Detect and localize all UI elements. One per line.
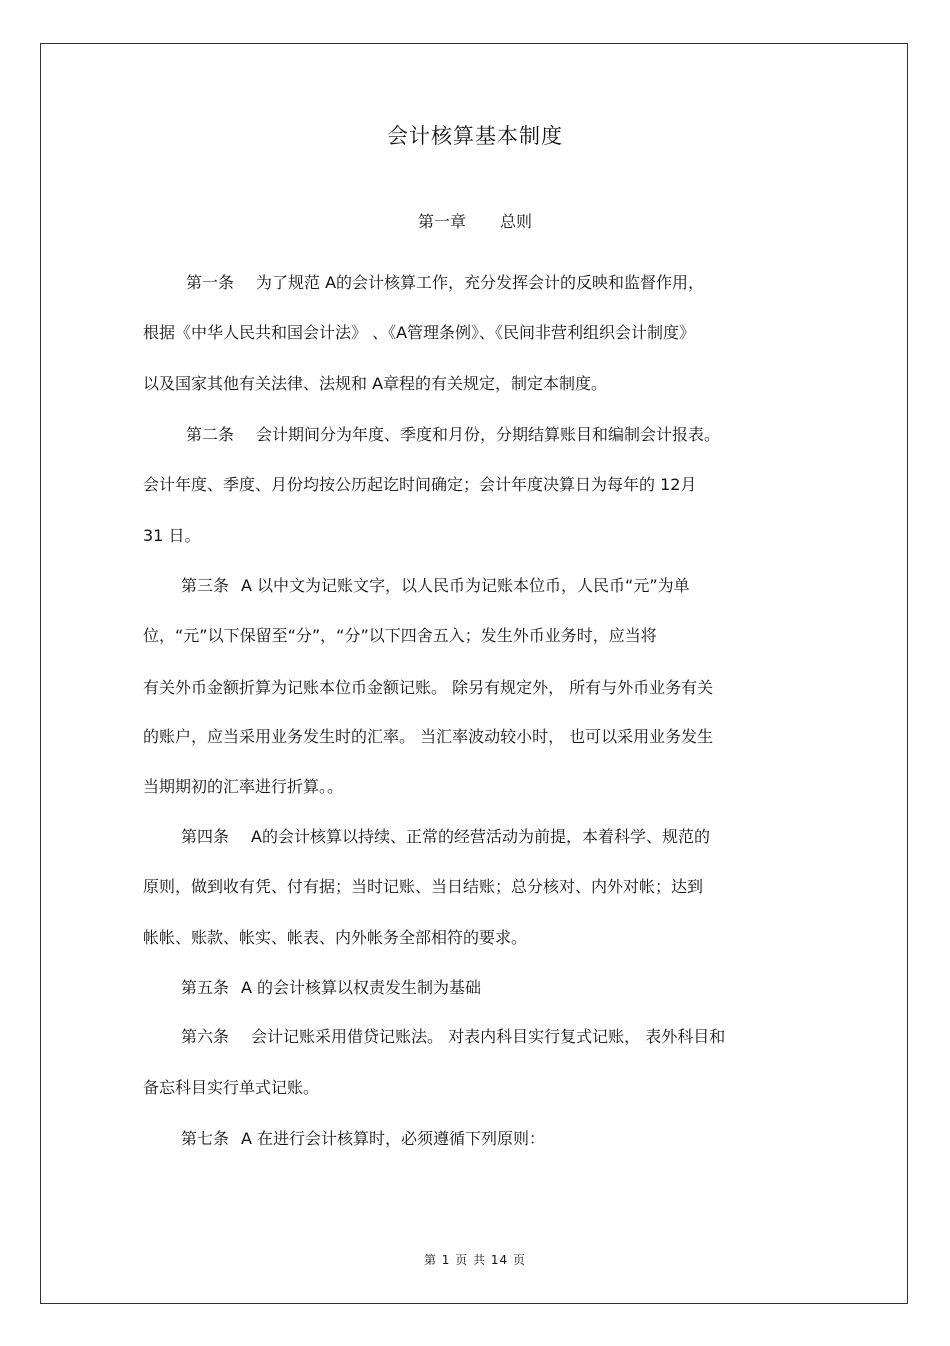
article-3-line-1: [181, 575, 690, 597]
article-label: 第一条: [186, 273, 235, 292]
article-text: 为了规范 A的会计核算工作，充分发挥会计的反映和监督作用，: [256, 273, 705, 292]
article-text: A 的会计核算以权责发生制为基础: [241, 978, 482, 997]
article-label: 第六条: [181, 1027, 230, 1046]
article-label: 第二条: [186, 425, 235, 444]
article-1-line-2: 根据《中华人民共和国会计法》 、《A管理条例》、《民间非营利组织会计制度》: [143, 323, 696, 342]
footer-page-number: 1: [441, 1253, 451, 1267]
article-6-line-1: [181, 1026, 725, 1048]
article-label: 第三条: [181, 576, 230, 595]
page-footer: [0, 1251, 950, 1268]
article-label: 第七条: [181, 1129, 230, 1148]
footer-prefix: 第: [423, 1253, 437, 1267]
article-3-line-4: 的账户，应当采用业务发生时的汇率。 当汇率波动较小时， 也可以采用业务发生: [143, 727, 714, 746]
article-3-line-2: 位，“元”以下保留至“分”，“分”以下四舍五入；发生外币业务时，应当将: [143, 626, 657, 645]
article-4-line-3: 帐帐、账款、帐实、帐表、内外帐务全部相符的要求。: [143, 928, 528, 947]
footer-suffix: 页: [513, 1253, 527, 1267]
article-5-line-1: [181, 977, 481, 999]
article-text: 会计记账采用借贷记账法。 对表内科目实行复式记账， 表外科目和: [251, 1027, 726, 1046]
article-7-line-1: [181, 1128, 545, 1150]
article-1-line-3: 以及国家其他有关法律、法规和 A章程的有关规定，制定本制度。: [143, 374, 608, 393]
article-text: A 在进行会计核算时，必须遵循下列原则：: [241, 1129, 546, 1148]
article-4-line-1: [181, 826, 710, 848]
article-1-line-1: [186, 272, 704, 294]
chapter-name: 总则: [500, 212, 533, 231]
article-label: 第四条: [181, 827, 230, 846]
article-4-line-2: 原则，做到收有凭、付有据；当时记账、当日结账；总分核对、内外对帐；达到: [143, 877, 704, 896]
article-2-line-3: 31 日。: [143, 526, 201, 545]
article-3-line-3: 有关外币金额折算为记账本位币金额记账。 除另有规定外， 所有与外币业务有关: [143, 678, 714, 697]
document-title: 会计核算基本制度: [387, 124, 563, 148]
article-6-line-2: 备忘科目实行单式记账。: [143, 1078, 320, 1097]
page-border: [40, 43, 908, 1304]
chapter-heading: [0, 209, 950, 232]
footer-total-pages: 14: [490, 1253, 509, 1267]
article-2-line-2: 会计年度、季度、月份均按公历起讫时间确定；会计年度决算日为每年的 12月: [143, 475, 697, 494]
article-3-line-5: 当期期初的汇率进行折算。。: [143, 777, 344, 796]
article-2-line-1: [186, 424, 720, 446]
article-text: A的会计核算以持续、正常的经营活动为前提，本着科学、规范的: [251, 827, 710, 846]
chapter-number: 第一章: [417, 212, 466, 231]
article-label: 第五条: [181, 978, 230, 997]
article-text: A 以中文为记账文字，以人民币为记账本位币，人民币“元”为单: [241, 576, 690, 595]
article-text: 会计期间分为年度、季度和月份，分期结算账目和编制会计报表。: [256, 425, 721, 444]
footer-middle: 页 共: [455, 1253, 487, 1267]
